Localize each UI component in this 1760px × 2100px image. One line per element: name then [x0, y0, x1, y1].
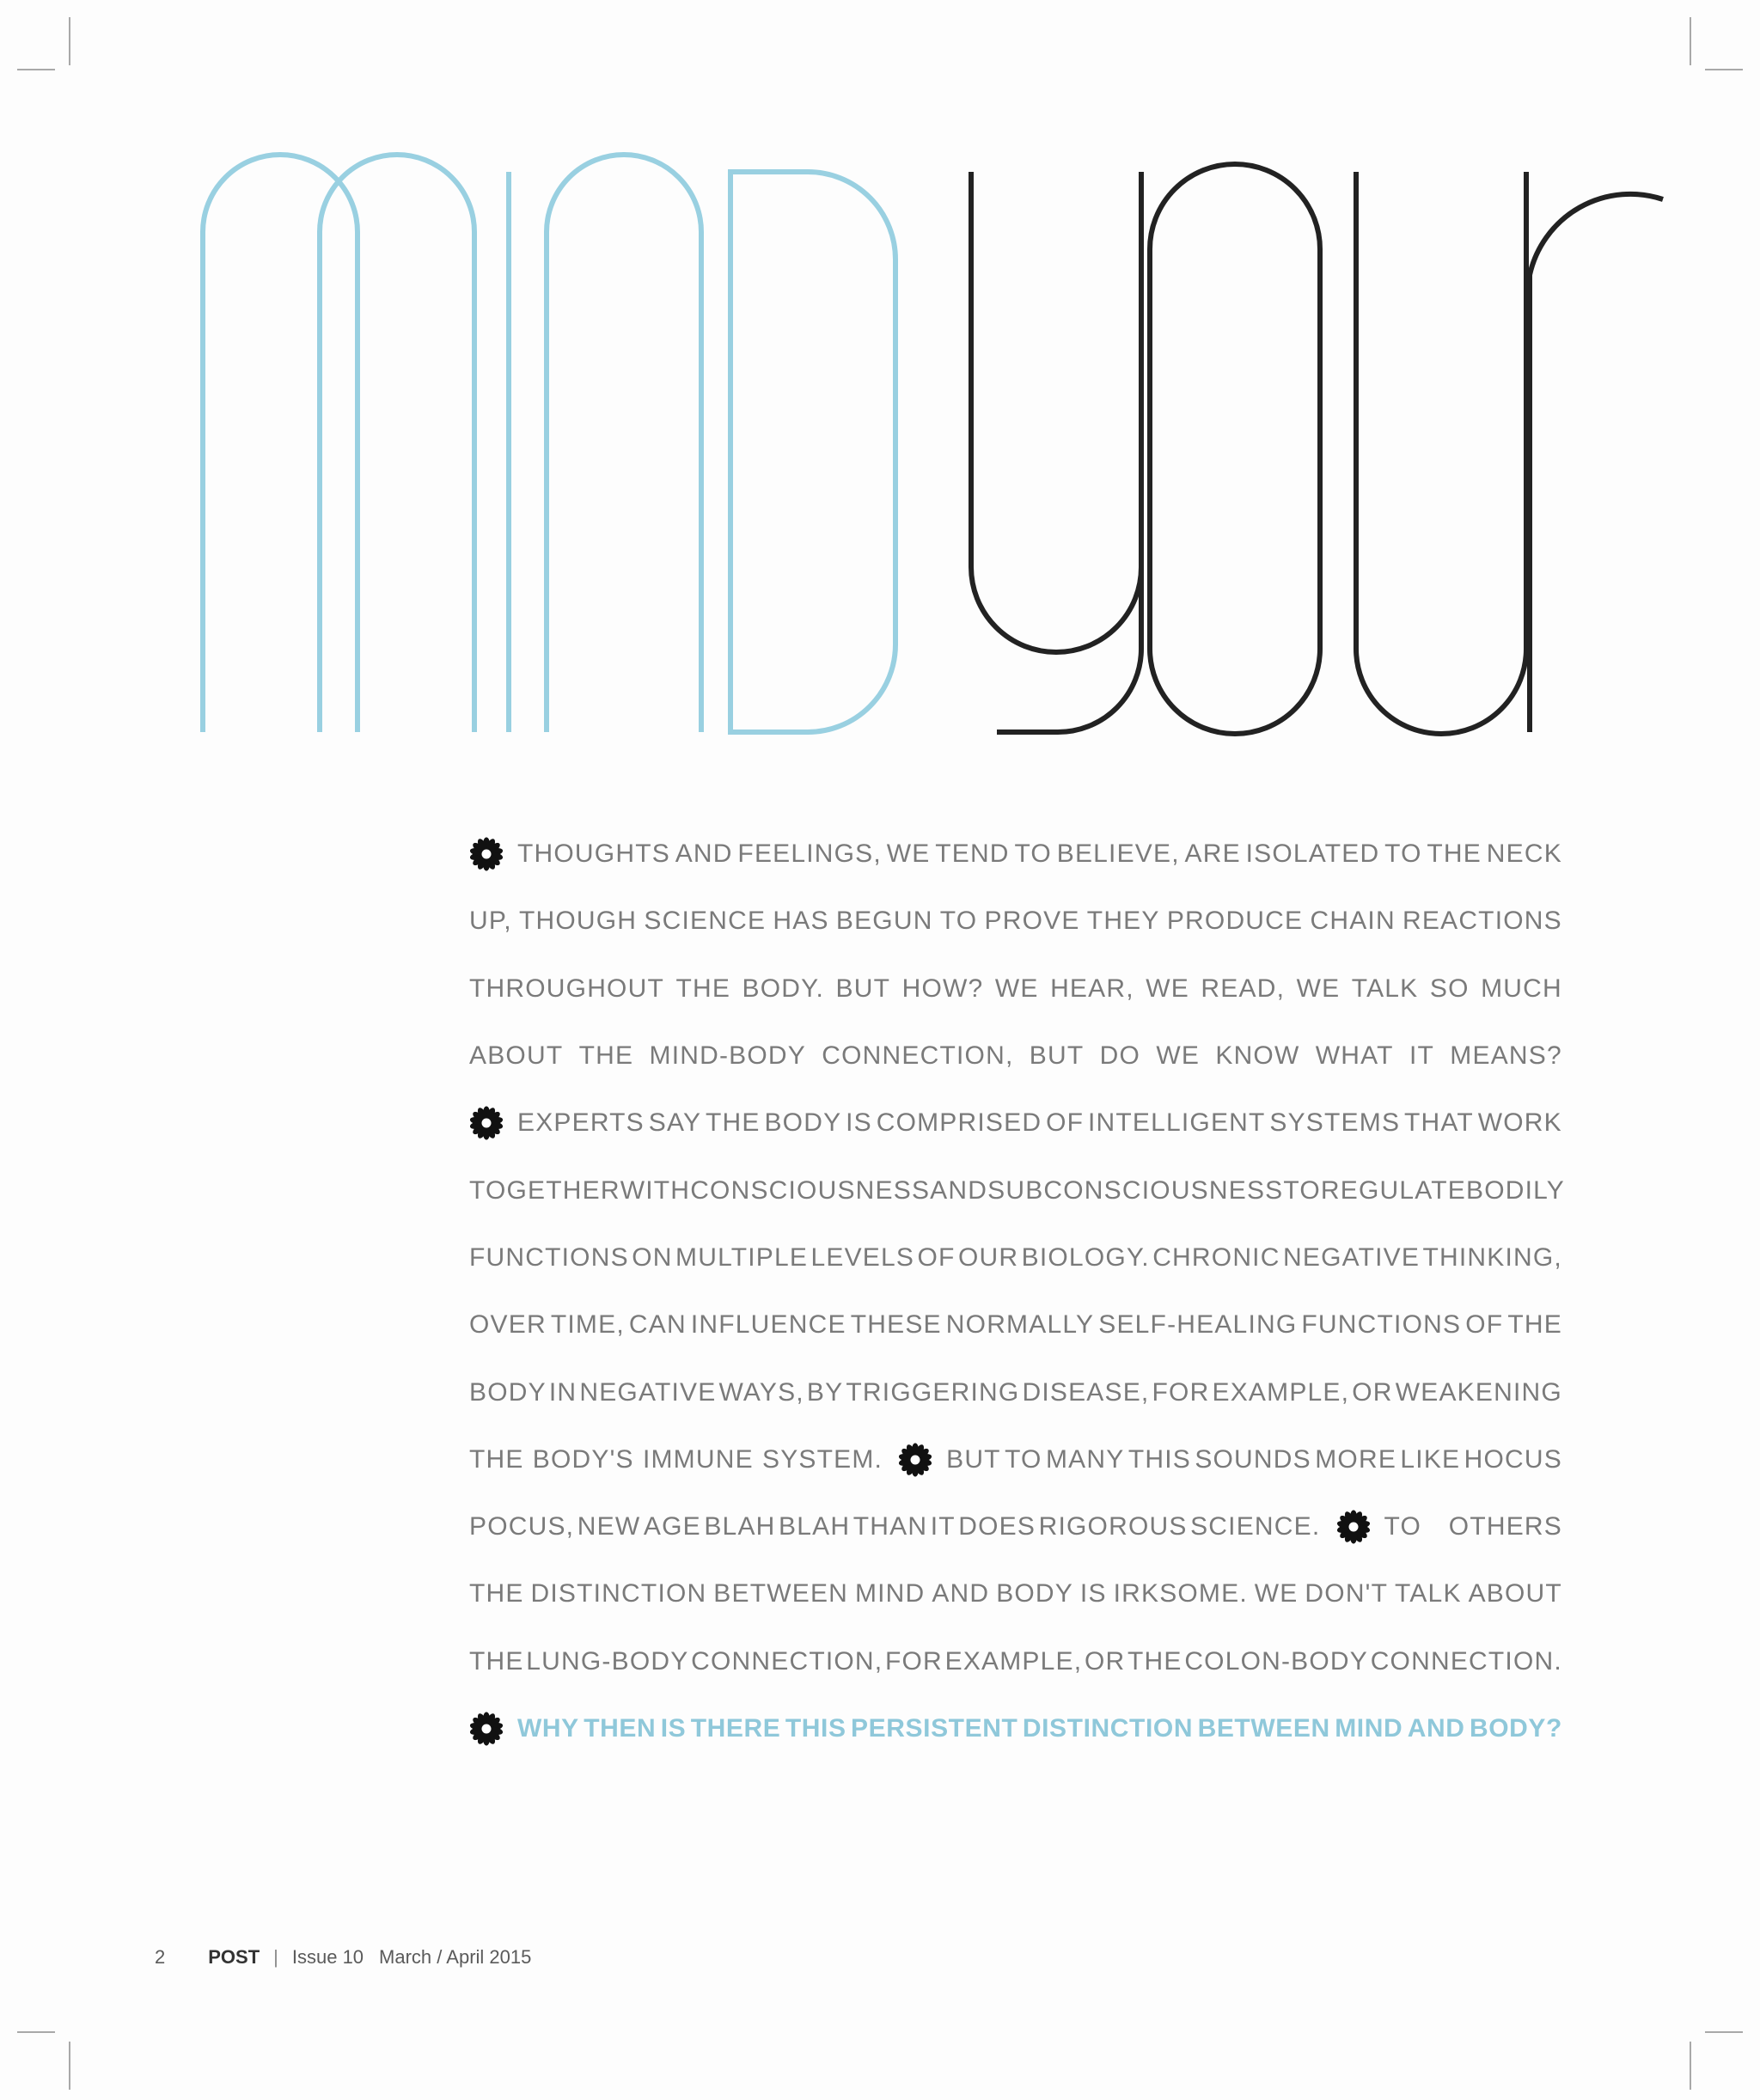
- word: SYSTEMS: [1269, 1108, 1401, 1138]
- word: THE: [469, 1444, 524, 1474]
- word: OF: [1465, 1310, 1504, 1340]
- page-folio: [155, 1946, 531, 1969]
- word: MULTIPLE: [675, 1242, 809, 1272]
- word: IS: [846, 1108, 872, 1138]
- body-line-text: [946, 1445, 1562, 1474]
- word: BETWEEN: [1197, 1714, 1330, 1743]
- word: WORK: [1477, 1108, 1562, 1138]
- crop-mark: [17, 2031, 55, 2033]
- body-line: [469, 821, 1562, 888]
- word: INFLUENCE: [690, 1310, 846, 1340]
- word: WE: [1156, 1041, 1201, 1071]
- word: IT: [1409, 1041, 1435, 1071]
- word: THERE: [690, 1714, 781, 1743]
- word: MIND: [854, 1579, 926, 1609]
- word: ABOUT: [469, 1041, 564, 1071]
- folio-separator: |: [273, 1946, 278, 1968]
- word: PERSISTENT: [851, 1714, 1018, 1743]
- body-line: [469, 1090, 1562, 1157]
- body-line: [469, 1628, 1562, 1695]
- word: RIGOROUS: [1038, 1512, 1188, 1541]
- word: FEELINGS,: [737, 839, 882, 869]
- word: THAT: [1404, 1108, 1474, 1138]
- word: LIKE: [1400, 1444, 1461, 1474]
- body-line-text: [469, 1243, 1562, 1273]
- word: PRODUCE: [1166, 907, 1304, 936]
- word: NECK: [1486, 839, 1562, 869]
- word: SYSTEM.: [762, 1444, 883, 1474]
- body-line: [469, 1157, 1566, 1224]
- word: FUNCTIONS: [1301, 1310, 1462, 1340]
- word: BODY.: [742, 974, 825, 1003]
- word: WHAT: [1315, 1041, 1394, 1071]
- word: UP,: [469, 907, 512, 936]
- word: MEANS?: [1450, 1041, 1562, 1071]
- word: BIOLOGY.: [1021, 1242, 1150, 1272]
- body-line: [469, 1224, 1562, 1291]
- word: EXAMPLE,: [1212, 1377, 1350, 1407]
- word: SOUNDS: [1195, 1444, 1311, 1474]
- word: IS: [660, 1714, 687, 1743]
- word: THOUGH: [518, 907, 638, 936]
- headline-word-mind: [203, 155, 895, 732]
- word: THE: [469, 1646, 524, 1676]
- body-line: [469, 1493, 1562, 1560]
- crop-mark: [1690, 2042, 1691, 2090]
- word: ON: [632, 1242, 673, 1272]
- body-line-text: [517, 1714, 1562, 1743]
- word: BODY?: [1469, 1714, 1562, 1743]
- word: DO: [1099, 1041, 1141, 1071]
- body-line-text: [1384, 1512, 1563, 1541]
- word: WE: [1296, 974, 1341, 1003]
- word: COLON-BODY: [1184, 1646, 1369, 1676]
- word: FOR: [1152, 1377, 1210, 1407]
- word: MIND-BODY: [649, 1041, 806, 1071]
- crop-mark: [1705, 2031, 1743, 2033]
- word: HOW?: [901, 974, 984, 1003]
- word: IS: [1079, 1579, 1107, 1609]
- word: TALK: [1351, 974, 1419, 1003]
- word: THE: [469, 1579, 524, 1609]
- word: AND: [932, 1579, 990, 1609]
- page-number: 2: [155, 1946, 166, 1968]
- word: OUR: [957, 1242, 1019, 1272]
- word: TIME,: [550, 1310, 625, 1340]
- word: CONNECTION,: [691, 1646, 883, 1676]
- word: CHAIN: [1310, 907, 1396, 936]
- word: THIS: [785, 1714, 846, 1743]
- word: BODY'S: [532, 1444, 634, 1474]
- word: IN: [548, 1377, 578, 1407]
- word: NEW: [577, 1512, 641, 1541]
- body-line-text: [469, 1579, 1562, 1609]
- word: ISOLATED: [1245, 839, 1380, 869]
- word: SUBCONSCIOUSNESS: [987, 1175, 1284, 1205]
- body-line-text: [469, 1378, 1562, 1407]
- word: THIS: [1128, 1444, 1191, 1474]
- word: WAYS,: [718, 1377, 804, 1407]
- word: REGULATE: [1320, 1175, 1466, 1205]
- flower-bullet-icon: [1336, 1510, 1371, 1544]
- word: BODY: [764, 1108, 842, 1138]
- word: TRIGGERING: [846, 1377, 1020, 1407]
- body-line: [469, 1023, 1562, 1090]
- word: SO: [1429, 974, 1470, 1003]
- word: THAN: [852, 1512, 928, 1541]
- word: IMMUNE: [642, 1444, 754, 1474]
- word: DISTINCTION: [1022, 1714, 1194, 1743]
- word: BEGUN: [835, 907, 933, 936]
- word: PROVE: [984, 907, 1080, 936]
- word: ARE: [1184, 839, 1241, 869]
- word: BUT: [946, 1444, 1001, 1474]
- word: OR: [1352, 1377, 1393, 1407]
- word: CONNECTION.: [1370, 1646, 1562, 1676]
- body-line-text: [469, 1041, 1562, 1071]
- word: ABOUT: [1468, 1579, 1562, 1609]
- word: INTELLIGENT: [1087, 1108, 1266, 1138]
- word: OF: [1046, 1108, 1085, 1138]
- word: THROUGHOUT: [469, 974, 664, 1003]
- word: THEN: [584, 1714, 657, 1743]
- word: CONSCIOUSNESS: [690, 1175, 931, 1205]
- word: BY: [806, 1377, 844, 1407]
- word: THOUGHTS: [517, 839, 670, 869]
- body-line-text: [469, 1647, 1562, 1676]
- word: AND: [1407, 1714, 1465, 1743]
- word: TO: [1005, 1444, 1042, 1474]
- word: EXAMPLE,: [944, 1646, 1083, 1676]
- word: THE: [578, 1041, 634, 1071]
- word: TALK: [1395, 1579, 1462, 1609]
- word: THESE: [850, 1310, 942, 1340]
- flower-bullet-icon: [469, 837, 504, 871]
- word: WHY: [517, 1714, 579, 1743]
- word: TOGETHER: [469, 1175, 620, 1205]
- word: FOR: [885, 1646, 943, 1676]
- word: CHRONIC: [1152, 1242, 1280, 1272]
- word: WE: [1146, 974, 1189, 1003]
- word: MIND: [1335, 1714, 1403, 1743]
- word: BETWEEN: [713, 1579, 849, 1609]
- word: MUCH: [1481, 974, 1562, 1003]
- word: POCUS,: [469, 1512, 575, 1541]
- word: WEAKENING: [1395, 1377, 1562, 1407]
- word: NEGATIVE: [1283, 1242, 1421, 1272]
- word: BUT: [1029, 1041, 1085, 1071]
- word: OF: [917, 1242, 956, 1272]
- word: TO: [1384, 839, 1422, 869]
- word: AND: [930, 1175, 988, 1205]
- word: IRKSOME.: [1113, 1579, 1248, 1609]
- word: KNOW: [1215, 1041, 1300, 1071]
- word: HEAR,: [1050, 974, 1134, 1003]
- word: THE: [1427, 839, 1482, 869]
- word: EXPERTS: [517, 1108, 645, 1138]
- body-line: [469, 888, 1562, 955]
- word: OR: [1084, 1646, 1126, 1676]
- word: THEY: [1086, 907, 1160, 936]
- word: WITH: [620, 1175, 691, 1205]
- body-line-text: [469, 1512, 1321, 1541]
- word: CONNECTION,: [822, 1041, 1014, 1071]
- word: IT: [930, 1512, 956, 1541]
- body-line-text: [469, 974, 1562, 1004]
- flower-bullet-icon: [469, 1106, 504, 1140]
- article-intro: [469, 821, 1566, 1762]
- word: COMPRISED: [876, 1108, 1042, 1138]
- headline-word-your: [971, 164, 1663, 734]
- word: SELF-HEALING: [1098, 1310, 1298, 1340]
- flower-bullet-icon: [469, 1712, 504, 1746]
- word: WE: [994, 974, 1039, 1003]
- flower-bullet-icon: [898, 1443, 932, 1477]
- word: HOCUS: [1464, 1444, 1562, 1474]
- word: SAY: [648, 1108, 702, 1138]
- word: TO: [1014, 839, 1052, 869]
- body-line-text: [517, 1108, 1562, 1138]
- word: TO: [939, 907, 978, 936]
- word: WE: [886, 839, 931, 869]
- word: BODY: [996, 1579, 1074, 1609]
- word: NEGATIVE: [579, 1377, 717, 1407]
- body-line-text: [469, 1445, 883, 1474]
- crop-mark: [69, 2042, 70, 2090]
- word: AGE: [643, 1512, 701, 1541]
- word: THINKING,: [1422, 1242, 1562, 1272]
- word: HAS: [773, 907, 829, 936]
- body-line-text: [469, 907, 1562, 936]
- word: BODILY: [1466, 1175, 1566, 1205]
- body-line: [469, 1695, 1562, 1762]
- word: MANY: [1045, 1444, 1125, 1474]
- word: REACTIONS: [1402, 907, 1562, 936]
- word: LUNG-BODY: [526, 1646, 689, 1676]
- word: FUNCTIONS: [469, 1242, 629, 1272]
- body-line: [469, 1560, 1562, 1627]
- body-line-text: [469, 1176, 1565, 1206]
- word: WE: [1254, 1579, 1299, 1609]
- word: THE: [706, 1108, 761, 1138]
- body-line: [469, 1358, 1562, 1425]
- headline-mind-your: [0, 0, 1760, 773]
- issue-number: Issue 10: [291, 1946, 364, 1968]
- word: READ,: [1201, 974, 1286, 1003]
- word: TEND: [935, 839, 1010, 869]
- word: DOES: [958, 1512, 1036, 1541]
- word: BLAH: [779, 1512, 851, 1541]
- word: BODY: [469, 1377, 547, 1407]
- issue-date: March / April 2015: [379, 1946, 532, 1968]
- word: AND: [675, 839, 733, 869]
- word: TO: [1384, 1512, 1422, 1541]
- publication-name: POST: [208, 1946, 260, 1968]
- word: OVER: [469, 1310, 547, 1340]
- word: OTHERS: [1448, 1512, 1562, 1541]
- word: TO: [1283, 1175, 1321, 1205]
- word: NORMALLY: [945, 1310, 1095, 1340]
- word: BLAH: [704, 1512, 776, 1541]
- word: SCIENCE.: [1190, 1512, 1321, 1541]
- word: THE: [1128, 1646, 1182, 1676]
- word: BUT: [835, 974, 891, 1003]
- body-line: [469, 955, 1562, 1023]
- body-line: [469, 1426, 1562, 1493]
- body-line-text: [469, 1310, 1562, 1340]
- word: DON'T: [1305, 1579, 1389, 1609]
- word: LEVELS: [810, 1242, 915, 1272]
- word: SCIENCE: [644, 907, 767, 936]
- word: DISEASE,: [1022, 1377, 1150, 1407]
- word: CAN: [628, 1310, 687, 1340]
- word: THE: [675, 974, 731, 1003]
- word: BELIEVE,: [1056, 839, 1180, 869]
- body-line-text: [517, 839, 1562, 869]
- word: MORE: [1315, 1444, 1397, 1474]
- body-line: [469, 1291, 1562, 1358]
- word: THE: [1507, 1310, 1562, 1340]
- word: DISTINCTION: [530, 1579, 707, 1609]
